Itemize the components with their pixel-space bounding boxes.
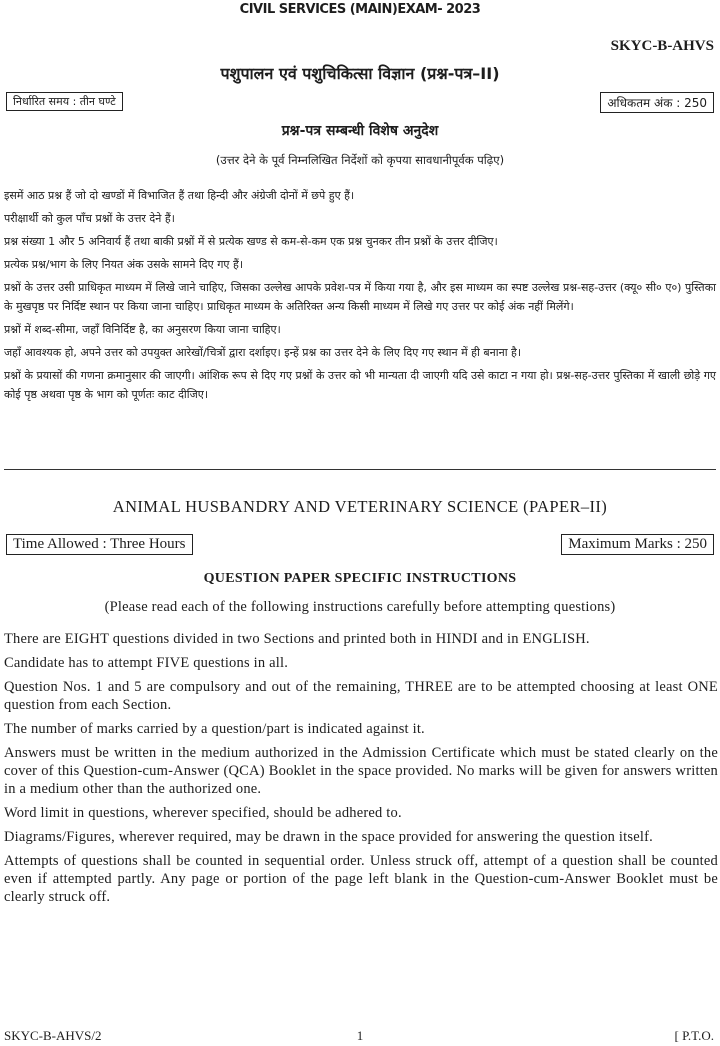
hindi-instruction-item: प्रत्येक प्रश्न/भाग के लिए नियत अंक उसके सामने दिए गए हैं। xyxy=(4,258,243,271)
hindi-instructions-note: (उत्तर देने के पूर्व निम्नलिखित निर्देशों को कृपया सावधानीपूर्वक पढ़िए) xyxy=(215,153,505,167)
hindi-instruction-item: इसमें आठ प्रश्न हैं जो दो खण्डों में विभाजित हैं तथा हिन्दी और अंग्रेजी दोनों में छपे हुए हैं। xyxy=(4,189,355,202)
hindi-instruction-item: प्रश्नों के प्रयासों की गणना क्रमानुसार की जाएगी। आंशिक रूप से दिए गए प्रश्नों के उत्तर को भी मान्यता दी जाएगी यदि उसे काटा न गया हो। प्रश्न-सह-उत्तर पुस्तिका में खाली छोड़े गए कोई पृष्ठ अथवा पृष्ठ के भाग को पूर्णतः काट दीजिए। xyxy=(4,369,716,401)
hindi-time-allowed-box: निर्धारित समय : तीन घण्टे xyxy=(6,92,123,111)
hindi-instructions-list xyxy=(4,186,716,408)
footer-paper-code: SKYC-B-AHVS/2 xyxy=(4,1028,102,1043)
paper-code: SKYC-B-AHVS xyxy=(610,38,714,54)
footer-page-number: 1 xyxy=(356,1028,364,1043)
english-instruction-item: Candidate has to attempt FIVE questions in all. xyxy=(4,655,289,671)
english-instruction-item: The number of marks carried by a question/part is indicated against it. xyxy=(4,721,425,737)
english-paper-title: ANIMAL HUSBANDRY AND VETERINARY SCIENCE (PAPER–II) xyxy=(112,497,608,516)
english-instructions-heading: QUESTION PAPER SPECIFIC INSTRUCTIONS xyxy=(203,571,517,586)
footer-pto: [ P.T.O. xyxy=(674,1028,714,1043)
hindi-paper-title: पशुपालन एवं पशुचिकित्सा विज्ञान (प्रश्न-पत्र–II) xyxy=(220,64,500,83)
section-divider xyxy=(4,469,716,470)
hindi-instruction-item: परीक्षार्थी को कुल पाँच प्रश्नों के उत्तर देने हैं। xyxy=(4,212,175,225)
hindi-instruction-item: प्रश्नों के उत्तर उसी प्राधिकृत माध्यम में लिखे जाने चाहिए, जिसका उल्लेख आपके प्रवेश-पत्र में किया गया है, और इस माध्यम का स्पष्ट उल्लेख प्रश्न-सह-उत्तर (क्यू० सी० ए०) पुस्तिका के मुखपृष्ठ पर निर्दिष्ट स्थान पर किया जाना चाहिए। प्राधिकृत माध्यम के अतिरिक्त अन्य किसी माध्यम में लिखे गए उत्तर पर कोई अंक नहीं मिलेंगे। xyxy=(4,281,716,313)
english-instructions-note: (Please read each of the following instructions carefully before attempting questions) xyxy=(104,599,616,615)
hindi-instruction-item: प्रश्नों में शब्द-सीमा, जहाँ विनिर्दिष्ट है, का अनुसरण किया जाना चाहिए। xyxy=(4,323,281,336)
hindi-max-marks-box: अधिकतम अंक : 250 xyxy=(600,92,714,113)
hindi-instruction-item: प्रश्न संख्या 1 और 5 अनिवार्य हैं तथा बाकी प्रश्नों में से प्रत्येक खण्ड से कम-से-कम एक प्रश्न चुनकर तीन प्रश्नों के उत्तर दीजिए। xyxy=(4,235,498,248)
english-instruction-item: There are EIGHT questions divided in two Sections and printed both in HINDI and in ENGLISH. xyxy=(4,631,590,647)
hindi-instruction-item: जहाँ आवश्यक हो, अपने उत्तर को उपयुक्त आरेखों/चित्रों द्वारा दर्शाइए। इन्हें प्रश्न का उत्तर देने के लिए दिए गए स्थान में ही बनाना है। xyxy=(4,346,522,359)
english-instruction-item: Answers must be written in the medium authorized in the Admission Certificate which must be stated clearly on the cover of this Question-cum-Answer (QCA) Booklet in the space provided. No marks will be given for answers written in a medium other than the authorized one. xyxy=(4,745,718,797)
english-time-allowed-box: Time Allowed : Three Hours xyxy=(6,534,193,555)
english-instruction-item: Diagrams/Figures, wherever required, may be drawn in the space provided for answering the question itself. xyxy=(4,829,653,845)
english-instruction-item: Question Nos. 1 and 5 are compulsory and out of the remaining, THREE are to be attempted choosing at least ONE question from each Section. xyxy=(4,679,718,713)
english-instruction-item: Word limit in questions, wherever specified, should be adhered to. xyxy=(4,805,402,821)
english-instructions-list xyxy=(4,630,718,912)
hindi-instructions-heading: प्रश्न-पत्र सम्बन्धी विशेष अनुदेश xyxy=(281,123,439,139)
exam-banner: CIVIL SERVICES (MAIN)EXAM- 2023 xyxy=(239,2,481,17)
english-max-marks-box: Maximum Marks : 250 xyxy=(561,534,714,555)
english-instruction-item: Attempts of questions shall be counted in sequential order. Unless struck off, attempt of a question shall be counted even if attempted partly. Any page or portion of the page left blank in the Question-cum-Answer Booklet must be clearly struck off. xyxy=(4,853,718,905)
